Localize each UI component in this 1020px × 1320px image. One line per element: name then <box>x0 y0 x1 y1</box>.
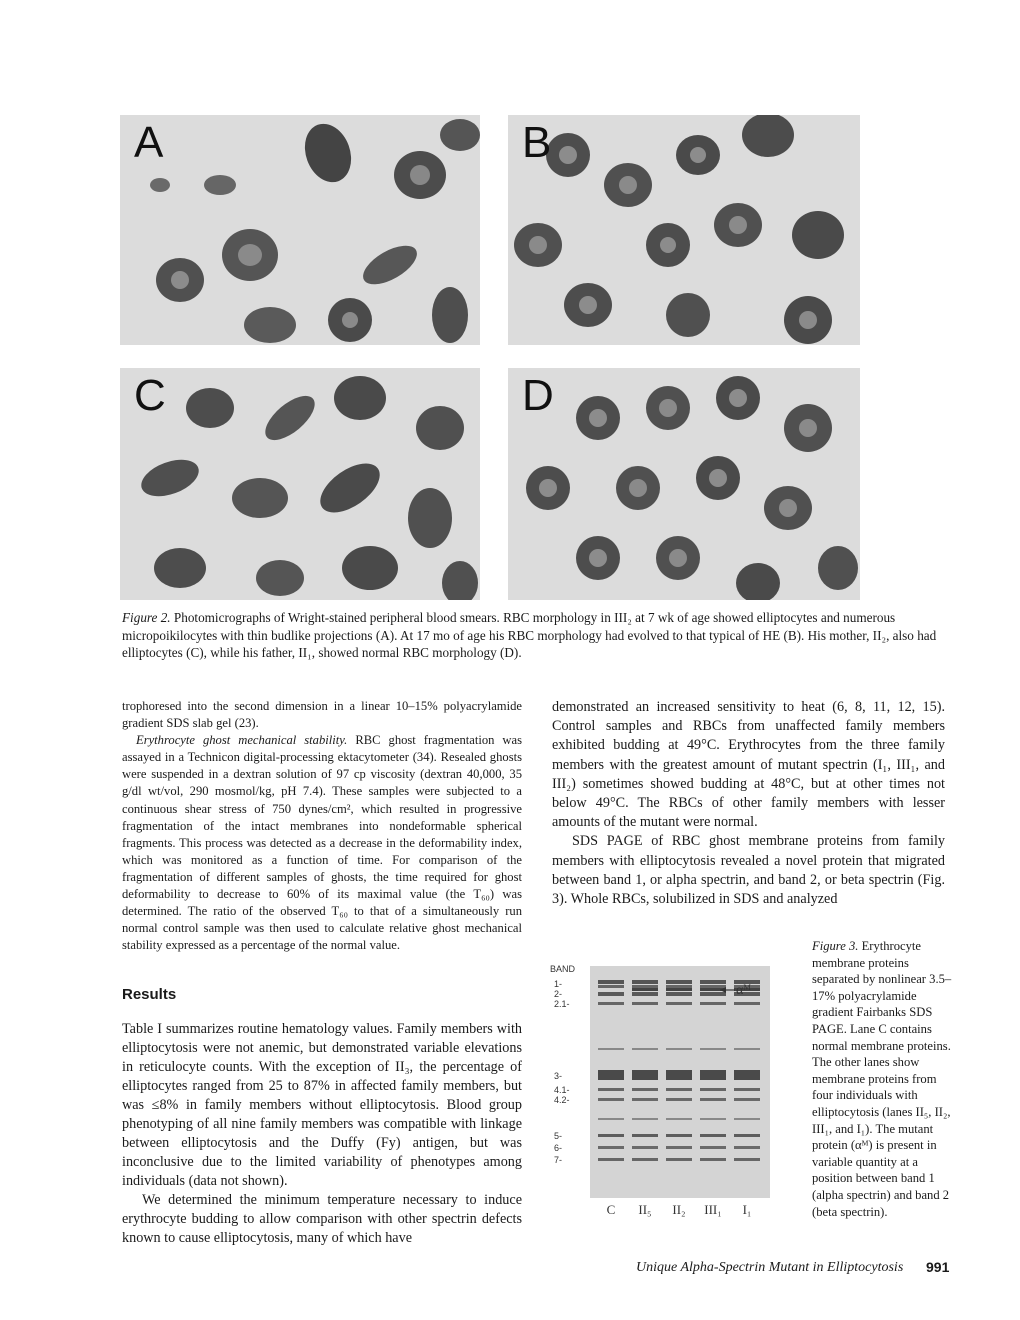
gel-band <box>666 992 692 996</box>
band-label: 1- <box>554 979 563 989</box>
lane-label: III₁ <box>704 1202 722 1217</box>
gel-band <box>632 1088 658 1091</box>
gel-band <box>700 992 726 996</box>
gel-band <box>666 1048 692 1050</box>
gel-band <box>700 980 726 984</box>
figure-3-gel <box>540 958 800 1220</box>
figure-2-caption <box>122 609 944 662</box>
band-label: 3- <box>554 1071 563 1081</box>
methods-paragraph-1: trophoresed into the second dimension in a linear 10–15% polyacrylamide gradient SDS slab gel (23). <box>122 699 522 731</box>
gel-band <box>666 985 692 988</box>
micrograph-a-cells <box>120 115 480 345</box>
panel-label-c: C <box>134 371 166 420</box>
results-text-right <box>552 698 945 909</box>
gel-band <box>734 1048 760 1050</box>
gel-band <box>598 1118 624 1120</box>
gel-band <box>598 985 624 988</box>
lane-label: I₁ <box>742 1202 752 1217</box>
results-heading: Results <box>122 986 177 1003</box>
gel-band <box>734 1070 760 1080</box>
gel-band <box>632 1134 658 1137</box>
panel-label-a: A <box>134 118 164 167</box>
methods-text <box>122 698 522 954</box>
panel-label-d: D <box>522 371 554 420</box>
band-label: 4.1- <box>554 1085 570 1095</box>
gel-band <box>700 985 726 988</box>
gel-band <box>598 1088 624 1091</box>
gel-band <box>666 1002 692 1005</box>
gel-band <box>700 1146 726 1149</box>
gel-band <box>734 1158 760 1161</box>
gel-band <box>666 1134 692 1137</box>
gel-band <box>598 1070 624 1080</box>
gel-band <box>666 1158 692 1161</box>
gel-band <box>632 980 658 984</box>
gel-band <box>666 1118 692 1120</box>
gel-band <box>700 1118 726 1120</box>
gel-band <box>700 1048 726 1050</box>
methods-subheading: Erythrocyte ghost mechanical stability. <box>136 733 348 748</box>
lane-label: C <box>606 1202 616 1217</box>
gel-band <box>700 1098 726 1101</box>
results-paragraph-1: Table I summarizes routine hematology values. Family members with elliptocytosis were not anemic, but demonstrated variable elevations in reticulocyte counts. With the exception of II₃, the percentage of elliptocytes ranged from 25 to 87% in affected family members, but was ≤8% in family members without elliptocytosis. Blood group phenotyping of all nine family members was compatible with linkage between elliptocytosis and the Duffy (Fy) antigen, but was inconclusive due to the limited variability of phenotypes among individuals (data not shown). <box>122 1021 522 1189</box>
gel-band <box>734 1002 760 1005</box>
gel-band <box>700 1134 726 1137</box>
results-right-paragraph-1: demonstrated an increased sensitivity to heat (6, 8, 11, 12, 15). Control samples and RBCs from unaffected family members exhibited budding at 49°C. Erythrocytes from the three family members with the greatest amount of mutant spectrin (I₁, III₁, and III₂) sometimes showed budding at 48°C, but at other times not below 49°C. The RBCs of other family members with lesser amounts of the mutant were normal. <box>552 699 945 831</box>
gel-band <box>734 1098 760 1101</box>
gel-band <box>598 992 624 996</box>
gel-band <box>734 1088 760 1091</box>
gel-band <box>632 1146 658 1149</box>
gel-band <box>598 1002 624 1005</box>
figure-3-caption-label: Figure 3. <box>812 939 859 953</box>
methods-paragraph-2 <box>122 732 522 954</box>
micrograph-b-cells <box>508 115 860 345</box>
gel-band <box>734 1134 760 1137</box>
gel-band <box>666 980 692 984</box>
page-number: 991 <box>926 1259 950 1275</box>
gel-band <box>632 1158 658 1161</box>
micrograph-panel-b <box>508 115 860 345</box>
mutant-band <box>632 988 658 991</box>
mutant-band <box>666 988 692 991</box>
band-label: 2- <box>554 989 563 999</box>
gel-band <box>666 1088 692 1091</box>
results-right-paragraph-2: SDS PAGE of RBC ghost membrane proteins from family members with elliptocytosis revealed a novel protein that migrated between band 1, or alpha spectrin, and band 2, or beta spectrin (Fig. 3). Whole RBCs, solubilized in SDS and analyzed <box>552 833 945 908</box>
gel-band <box>632 1118 658 1120</box>
figure-2-caption-label: Figure 2. <box>122 610 171 625</box>
micrograph-panel-c <box>120 368 480 600</box>
gel-band <box>734 1118 760 1120</box>
gel-band <box>700 1070 726 1080</box>
figure-3-caption <box>812 938 952 1220</box>
micrograph-panel-d <box>508 368 860 600</box>
gel-band <box>598 1098 624 1101</box>
gel-band <box>632 992 658 996</box>
methods-paragraph-2-text: RBC ghost fragmentation was assayed in a Technicon digital-processing ektacytometer (34). Resealed ghosts were suspended in a dextran solution of 97 cp viscosity (dextran 40,000, 35 g/dl wt/vol, 290 mosmol/kg, pH 7.4). These samples were subjected to a continuous shear stress of 750 dynes/cm², which resulted in progressive fragmentation of the intact membranes into nondeformable spherical fragments. This process was detected as a decrease in the deformability index, which was monitored as a function of time. For comparison of the fragmentation of different samples of ghosts, the time required for ghost deformability to decrease to 60% of its maximal value (the T₆₀) was determined. The ratio of the observed T₆₀ to that of a simultaneously run normal control sample was then used to calculate relative ghost mechanical stability expressed as a percentage of the normal value. <box>122 733 523 953</box>
micrograph-panel-a <box>120 115 480 345</box>
panel-label-b: B <box>522 118 552 167</box>
gel-band <box>666 1098 692 1101</box>
band-header: BAND <box>550 964 576 974</box>
running-head: Unique Alpha-Spectrin Mutant in Elliptocytosis <box>636 1260 904 1275</box>
gel-band <box>666 1070 692 1080</box>
band-label: 4.2- <box>554 1095 570 1105</box>
gel-band <box>632 1070 658 1080</box>
gel-band <box>598 1048 624 1050</box>
figure-2-caption-text: Photomicrographs of Wright-stained peripheral blood smears. RBC morphology in III₂ at 7 wk of age showed elliptocytes and numerous micropoikilocytes with thin budlike projections (A). At 17 mo of age his RBC morphology had evolved to that typical of HE (B). His mother, II₂, also had elliptocytes (C), while his father, II₁, showed normal RBC morphology (D). <box>122 610 937 661</box>
gel-band <box>734 1146 760 1149</box>
band-label: 5- <box>554 1131 563 1141</box>
band-label: 6- <box>554 1143 563 1153</box>
gel-band <box>632 1048 658 1050</box>
gel-band <box>632 985 658 988</box>
mutant-label: αᴹ <box>736 983 751 998</box>
gel-band <box>632 1002 658 1005</box>
gel-band <box>598 980 624 984</box>
results-text-left <box>122 1020 522 1248</box>
gel-band <box>666 1146 692 1149</box>
gel-band <box>700 1088 726 1091</box>
micrograph-c-cells <box>120 368 480 600</box>
band-label: 7- <box>554 1155 563 1165</box>
gel-band <box>598 1134 624 1137</box>
gel-band <box>632 1098 658 1101</box>
gel-image <box>540 958 800 1220</box>
gel-band <box>598 1146 624 1149</box>
results-paragraph-2: We determined the minimum temperature necessary to induce erythrocyte budding to allow comparison with other spectrin defects known to cause elliptocytosis, many of which have <box>122 1192 522 1246</box>
band-label: 2.1- <box>554 999 570 1009</box>
micrograph-d-cells <box>508 368 860 600</box>
figure-3-caption-text: Erythrocyte membrane proteins separated by nonlinear 3.5–17% polyacrylamide gradient Fairbanks SDS PAGE. Lane C contains normal membrane proteins. The other lanes show membrane proteins from four individuals with elliptocytosis (lanes II₅, II₂, III₁, and I₁). The mutant protein (αᴹ) is present in variable quantity at a position between band 1 (alpha spectrin) and band 2 (beta spectrin). <box>812 939 952 1219</box>
lane-label: II₅ <box>638 1202 652 1217</box>
gel-band <box>598 1158 624 1161</box>
gel-band <box>700 1002 726 1005</box>
gel-band <box>700 1158 726 1161</box>
lane-label: II₂ <box>672 1202 686 1217</box>
